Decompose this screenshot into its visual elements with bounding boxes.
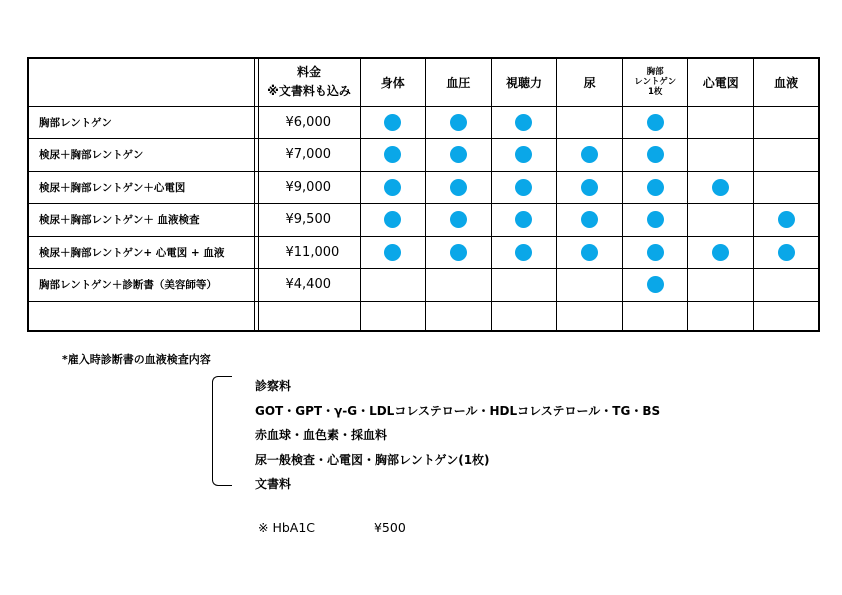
empty-row: [28, 301, 819, 331]
mark-cell: [426, 139, 492, 172]
mark-cell: [688, 269, 754, 302]
row-price: ¥9,500: [258, 204, 360, 237]
fee-label: 料金: [296, 65, 321, 80]
mark-cell: [360, 269, 426, 302]
mark-cell: [360, 139, 426, 172]
check-dot-icon: [647, 146, 664, 163]
mark-cell: [360, 106, 426, 139]
header-vision-hearing: 視聴力: [491, 58, 557, 106]
note-list: [255, 374, 660, 497]
table-row: [28, 106, 819, 139]
check-dot-icon: [450, 179, 467, 196]
fee-note: ※文書料も込み: [267, 84, 351, 99]
mark-cell: [491, 204, 557, 237]
check-dot-icon: [712, 244, 729, 261]
mark-cell: [754, 139, 820, 172]
check-dot-icon: [581, 146, 598, 163]
mark-cell: [754, 204, 820, 237]
mark-cell: [426, 269, 492, 302]
mark-cell: [688, 106, 754, 139]
mark-cell: [360, 171, 426, 204]
empty-cell: [622, 301, 688, 331]
check-dot-icon: [581, 211, 598, 228]
mark-cell: [557, 269, 623, 302]
mark-cell: [557, 171, 623, 204]
mark-cell: [557, 139, 623, 172]
mark-cell: [622, 269, 688, 302]
check-dot-icon: [515, 179, 532, 196]
header-row: [28, 58, 819, 106]
empty-cell: [754, 301, 820, 331]
mark-cell: [491, 106, 557, 139]
hba1c-label: ※ HbA1C: [258, 520, 316, 535]
header-body: 身体: [360, 58, 426, 106]
mark-cell: [426, 236, 492, 269]
bracket-divider: [212, 376, 232, 486]
mark-cell: [360, 236, 426, 269]
check-dot-icon: [581, 179, 598, 196]
check-dot-icon: [450, 114, 467, 131]
check-dot-icon: [647, 276, 664, 293]
table-row: [28, 236, 819, 269]
fee-header: [258, 58, 360, 106]
chest-label-3: 1枚: [647, 87, 663, 98]
mark-cell: [557, 204, 623, 237]
table-row: [28, 171, 819, 204]
check-dot-icon: [515, 211, 532, 228]
check-dot-icon: [515, 114, 532, 131]
header-empty-cell: [28, 58, 254, 106]
header-blood-test: 血液: [754, 58, 820, 106]
note-line: 診察料: [255, 379, 292, 393]
header-urine: 尿: [557, 58, 623, 106]
note-title: *雇入時診断書の血液検査内容: [62, 353, 211, 366]
row-name: 検尿＋胸部レントゲン＋ 血液検査: [28, 204, 254, 237]
empty-cell: [426, 301, 492, 331]
table-row: [28, 204, 819, 237]
mark-cell: [622, 139, 688, 172]
check-dot-icon: [647, 179, 664, 196]
mark-cell: [688, 139, 754, 172]
mark-cell: [426, 171, 492, 204]
check-dot-icon: [647, 244, 664, 261]
check-dot-icon: [515, 146, 532, 163]
check-dot-icon: [647, 211, 664, 228]
row-name: 胸部レントゲン: [28, 106, 254, 139]
header-chest-xray: [622, 58, 688, 106]
mark-cell: [688, 171, 754, 204]
check-dot-icon: [384, 211, 401, 228]
mark-cell: [688, 236, 754, 269]
note-line: 赤血球・血色素・採血料: [255, 428, 388, 442]
note-line: GOT・GPT・γ-G・LDLコレステロール・HDLコレステロール・TG・BS: [255, 403, 661, 418]
check-dot-icon: [647, 114, 664, 131]
check-dot-icon: [581, 244, 598, 261]
mark-cell: [557, 236, 623, 269]
price-table: [27, 57, 820, 332]
mark-cell: [622, 236, 688, 269]
row-price: ¥4,400: [258, 269, 360, 302]
row-price: ¥9,000: [258, 171, 360, 204]
check-dot-icon: [384, 146, 401, 163]
chest-label-2: レントゲン: [634, 77, 677, 88]
check-dot-icon: [712, 179, 729, 196]
mark-cell: [754, 106, 820, 139]
mark-cell: [622, 171, 688, 204]
row-name: 検尿＋胸部レントゲン＋心電図: [28, 171, 254, 204]
mark-cell: [491, 236, 557, 269]
row-price: ¥11,000: [258, 236, 360, 269]
empty-cell: [28, 301, 254, 331]
check-dot-icon: [778, 244, 795, 261]
mark-cell: [491, 139, 557, 172]
table-row: [28, 269, 819, 302]
row-price: ¥6,000: [258, 106, 360, 139]
row-name: 胸部レントゲン＋診断書（美容師等）: [28, 269, 254, 302]
check-dot-icon: [384, 114, 401, 131]
check-dot-icon: [450, 244, 467, 261]
mark-cell: [688, 204, 754, 237]
note-line: 文書料: [255, 477, 292, 491]
mark-cell: [754, 269, 820, 302]
mark-cell: [426, 204, 492, 237]
mark-cell: [754, 171, 820, 204]
check-dot-icon: [450, 211, 467, 228]
mark-cell: [360, 204, 426, 237]
header-blood-pressure: 血圧: [426, 58, 492, 106]
check-dot-icon: [778, 211, 795, 228]
mark-cell: [491, 171, 557, 204]
row-price: ¥7,000: [258, 139, 360, 172]
mark-cell: [426, 106, 492, 139]
empty-cell: [557, 301, 623, 331]
mark-cell: [622, 106, 688, 139]
chest-label-1: 胸部: [646, 67, 664, 78]
table-row: [28, 139, 819, 172]
mark-cell: [754, 236, 820, 269]
check-dot-icon: [450, 146, 467, 163]
hba1c-note: [258, 520, 406, 535]
hba1c-price: ¥500: [373, 520, 406, 535]
header-ecg: 心電図: [688, 58, 754, 106]
note-line: 尿一般検査・心電図・胸部レントゲン(1枚): [255, 452, 490, 467]
mark-cell: [622, 204, 688, 237]
empty-cell: [360, 301, 426, 331]
row-name: 検尿＋胸部レントゲン+ 心電図 + 血液: [28, 236, 254, 269]
row-name: 検尿＋胸部レントゲン: [28, 139, 254, 172]
mark-cell: [491, 269, 557, 302]
empty-cell: [491, 301, 557, 331]
check-dot-icon: [515, 244, 532, 261]
empty-cell: [258, 301, 360, 331]
check-dot-icon: [384, 179, 401, 196]
check-dot-icon: [384, 244, 401, 261]
empty-cell: [688, 301, 754, 331]
mark-cell: [557, 106, 623, 139]
